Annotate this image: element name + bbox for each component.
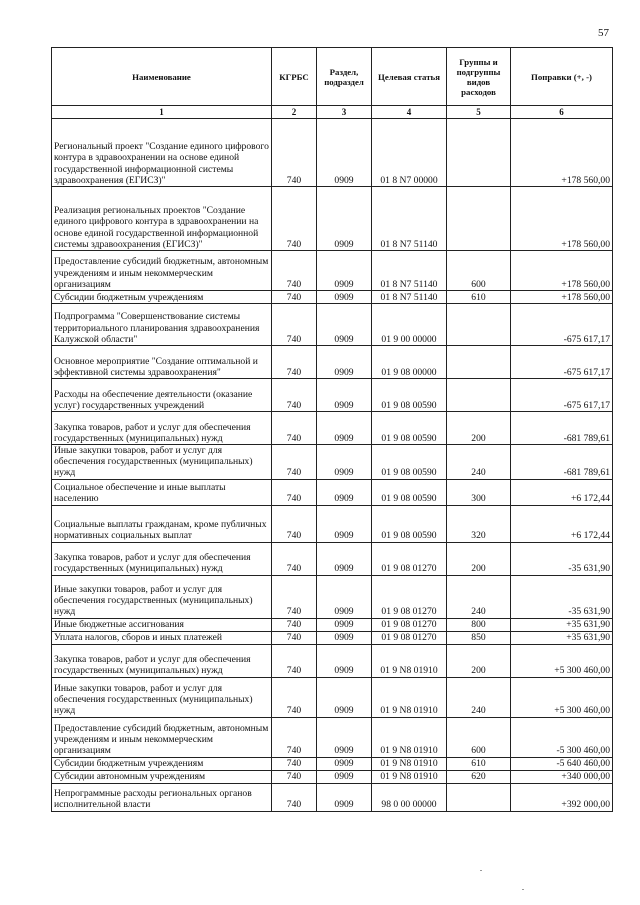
budget-amendments-table <box>51 47 613 812</box>
row-group <box>447 187 511 251</box>
header-name: Наименование <box>52 48 272 106</box>
row-target: 01 9 N8 01910 <box>372 757 447 770</box>
row-kgrbs: 740 <box>272 757 317 770</box>
column-number-row <box>52 106 613 119</box>
column-number: 4 <box>372 106 447 119</box>
row-amount: -681 789,61 <box>511 412 613 445</box>
column-number: 6 <box>511 106 613 119</box>
scan-mark <box>480 870 482 871</box>
row-target: 01 9 08 00590 <box>372 379 447 412</box>
row-name: Субсидии бюджетным учреждениям <box>52 757 272 770</box>
row-amount: +6 172,44 <box>511 505 613 542</box>
row-target: 01 9 08 01270 <box>372 631 447 644</box>
row-section: 0909 <box>317 575 372 618</box>
table-header-row <box>52 48 613 106</box>
row-name: Иные закупки товаров, работ и услуг для обеспечения государственных (муниципальных) нужд <box>52 677 272 717</box>
row-group <box>447 119 511 187</box>
row-target: 01 8 N7 51140 <box>372 291 447 304</box>
row-name: Субсидии автономным учреждениям <box>52 770 272 783</box>
row-group <box>447 379 511 412</box>
row-target: 01 8 N7 00000 <box>372 119 447 187</box>
row-group: 240 <box>447 445 511 480</box>
table-row <box>52 757 613 770</box>
header-section: Раздел, подраздел <box>317 48 372 106</box>
row-kgrbs: 740 <box>272 412 317 445</box>
table-row <box>52 618 613 631</box>
row-kgrbs: 740 <box>272 717 317 757</box>
row-kgrbs: 740 <box>272 677 317 717</box>
row-target: 01 9 08 00590 <box>372 505 447 542</box>
row-target: 01 9 N8 01910 <box>372 717 447 757</box>
row-name: Субсидии бюджетным учреждениям <box>52 291 272 304</box>
row-section: 0909 <box>317 631 372 644</box>
header-groups: Группы и подгруппы видов расходов <box>447 48 511 106</box>
table-row <box>52 119 613 187</box>
row-name: Социальное обеспечение и иные выплаты населению <box>52 479 272 505</box>
row-name: Реализация региональных проектов "Создание единого цифрового контура в здравоохранении на основе единой государственной информационной системы здравоохранения (ЕГИСЗ)" <box>52 187 272 251</box>
row-amount: -35 631,90 <box>511 575 613 618</box>
row-kgrbs: 740 <box>272 542 317 575</box>
row-target: 01 9 N8 01910 <box>372 770 447 783</box>
table-row <box>52 346 613 379</box>
table-row <box>52 251 613 291</box>
table-row <box>52 644 613 677</box>
row-section: 0909 <box>317 251 372 291</box>
row-kgrbs: 740 <box>272 479 317 505</box>
row-target: 01 9 08 01270 <box>372 542 447 575</box>
table-row <box>52 717 613 757</box>
header-target: Целевая статья <box>372 48 447 106</box>
row-group: 600 <box>447 717 511 757</box>
row-target: 01 8 N7 51140 <box>372 251 447 291</box>
row-kgrbs: 740 <box>272 187 317 251</box>
table-row <box>52 677 613 717</box>
row-group <box>447 783 511 811</box>
row-kgrbs: 740 <box>272 575 317 618</box>
row-target: 01 9 08 01270 <box>372 618 447 631</box>
row-amount: -675 617,17 <box>511 379 613 412</box>
row-name: Закупка товаров, работ и услуг для обеспечения государственных (муниципальных) нужд <box>52 412 272 445</box>
row-amount: -675 617,17 <box>511 346 613 379</box>
row-group: 200 <box>447 644 511 677</box>
scan-mark <box>522 889 524 890</box>
table-row <box>52 445 613 480</box>
row-target: 01 9 08 00590 <box>372 445 447 480</box>
column-number: 5 <box>447 106 511 119</box>
row-amount: +6 172,44 <box>511 479 613 505</box>
row-section: 0909 <box>317 479 372 505</box>
row-section: 0909 <box>317 291 372 304</box>
row-section: 0909 <box>317 187 372 251</box>
row-name: Закупка товаров, работ и услуг для обеспечения государственных (муниципальных) нужд <box>52 542 272 575</box>
row-section: 0909 <box>317 505 372 542</box>
row-amount: -675 617,17 <box>511 304 613 346</box>
row-section: 0909 <box>317 783 372 811</box>
column-number: 3 <box>317 106 372 119</box>
row-name: Предоставление субсидий бюджетным, автономным учреждениям и иным некоммерческим организациям <box>52 717 272 757</box>
row-name: Социальные выплаты гражданам, кроме публичных нормативных социальных выплат <box>52 505 272 542</box>
row-section: 0909 <box>317 770 372 783</box>
row-target: 01 9 08 00000 <box>372 346 447 379</box>
row-name: Закупка товаров, работ и услуг для обеспечения государственных (муниципальных) нужд <box>52 644 272 677</box>
row-section: 0909 <box>317 717 372 757</box>
row-amount: +35 631,90 <box>511 618 613 631</box>
column-number: 1 <box>52 106 272 119</box>
row-section: 0909 <box>317 304 372 346</box>
row-name: Непрограммные расходы региональных органов исполнительной власти <box>52 783 272 811</box>
row-kgrbs: 740 <box>272 304 317 346</box>
column-number: 2 <box>272 106 317 119</box>
row-kgrbs: 740 <box>272 379 317 412</box>
row-name: Региональный проект "Создание единого цифрового контура в здравоохранении на основе единой государственной информационной системы здравоохранения (ЕГИСЗ)" <box>52 119 272 187</box>
row-group: 850 <box>447 631 511 644</box>
row-section: 0909 <box>317 644 372 677</box>
row-amount: +340 000,00 <box>511 770 613 783</box>
row-amount: +178 560,00 <box>511 187 613 251</box>
table-row <box>52 479 613 505</box>
row-kgrbs: 740 <box>272 291 317 304</box>
table-row <box>52 412 613 445</box>
row-target: 01 9 08 00590 <box>372 479 447 505</box>
row-target: 98 0 00 00000 <box>372 783 447 811</box>
table-row <box>52 631 613 644</box>
row-name: Основное мероприятие "Создание оптимальной и эффективной системы здравоохранения" <box>52 346 272 379</box>
row-group <box>447 346 511 379</box>
table-row <box>52 575 613 618</box>
row-target: 01 9 08 01270 <box>372 575 447 618</box>
table-row <box>52 505 613 542</box>
table-row <box>52 770 613 783</box>
row-kgrbs: 740 <box>272 251 317 291</box>
row-amount: +392 000,00 <box>511 783 613 811</box>
row-section: 0909 <box>317 379 372 412</box>
table-row <box>52 783 613 811</box>
row-kgrbs: 740 <box>272 783 317 811</box>
row-kgrbs: 740 <box>272 505 317 542</box>
row-amount: -681 789,61 <box>511 445 613 480</box>
row-target: 01 9 08 00590 <box>372 412 447 445</box>
table-row <box>52 291 613 304</box>
table-row <box>52 304 613 346</box>
row-section: 0909 <box>317 677 372 717</box>
row-section: 0909 <box>317 757 372 770</box>
table-row <box>52 379 613 412</box>
row-group: 200 <box>447 412 511 445</box>
row-group: 600 <box>447 251 511 291</box>
row-kgrbs: 740 <box>272 346 317 379</box>
table-row <box>52 542 613 575</box>
row-group: 800 <box>447 618 511 631</box>
header-kgrbs: КГРБС <box>272 48 317 106</box>
row-section: 0909 <box>317 412 372 445</box>
header-amendments: Поправки (+, -) <box>511 48 613 106</box>
row-section: 0909 <box>317 346 372 379</box>
row-group: 240 <box>447 677 511 717</box>
row-amount: +5 300 460,00 <box>511 644 613 677</box>
table-row <box>52 187 613 251</box>
row-amount: +5 300 460,00 <box>511 677 613 717</box>
row-kgrbs: 740 <box>272 631 317 644</box>
row-group <box>447 304 511 346</box>
row-name: Уплата налогов, сборов и иных платежей <box>52 631 272 644</box>
row-kgrbs: 740 <box>272 445 317 480</box>
row-kgrbs: 740 <box>272 119 317 187</box>
row-name: Предоставление субсидий бюджетным, автономным учреждениям и иным некоммерческим организациям <box>52 251 272 291</box>
row-section: 0909 <box>317 542 372 575</box>
row-group: 610 <box>447 291 511 304</box>
row-group: 610 <box>447 757 511 770</box>
row-group: 240 <box>447 575 511 618</box>
row-amount: -35 631,90 <box>511 542 613 575</box>
row-target: 01 8 N7 51140 <box>372 187 447 251</box>
row-kgrbs: 740 <box>272 644 317 677</box>
row-amount: +178 560,00 <box>511 251 613 291</box>
row-target: 01 9 00 00000 <box>372 304 447 346</box>
row-target: 01 9 N8 01910 <box>372 677 447 717</box>
row-group: 320 <box>447 505 511 542</box>
row-amount: +178 560,00 <box>511 119 613 187</box>
row-name: Иные бюджетные ассигнования <box>52 618 272 631</box>
row-group: 300 <box>447 479 511 505</box>
page-number: 57 <box>598 27 609 39</box>
row-name: Подпрограмма "Совершенствование системы территориального планирования здравоохранения Калужской области" <box>52 304 272 346</box>
row-kgrbs: 740 <box>272 618 317 631</box>
row-name: Иные закупки товаров, работ и услуг для обеспечения государственных (муниципальных) нужд <box>52 575 272 618</box>
row-amount: +178 560,00 <box>511 291 613 304</box>
row-group: 200 <box>447 542 511 575</box>
row-group: 620 <box>447 770 511 783</box>
row-amount: -5 300 460,00 <box>511 717 613 757</box>
row-section: 0909 <box>317 618 372 631</box>
row-amount: +35 631,90 <box>511 631 613 644</box>
row-kgrbs: 740 <box>272 770 317 783</box>
row-section: 0909 <box>317 119 372 187</box>
row-target: 01 9 N8 01910 <box>372 644 447 677</box>
row-name: Иные закупки товаров, работ и услуг для обеспечения государственных (муниципальных) нужд <box>52 445 272 480</box>
row-amount: -5 640 460,00 <box>511 757 613 770</box>
row-name: Расходы на обеспечение деятельности (оказание услуг) государственных учреждений <box>52 379 272 412</box>
row-section: 0909 <box>317 445 372 480</box>
